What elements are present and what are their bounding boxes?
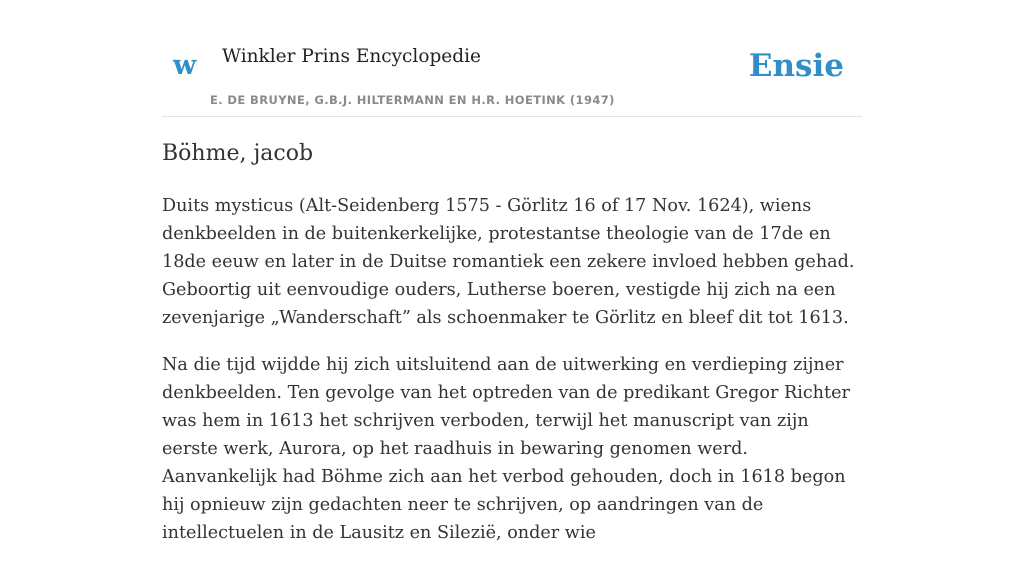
article-content bbox=[162, 138, 862, 566]
article-paragraph: Duits mysticus (Alt-Seidenberg 1575 - Görlitz 16 of 17 Nov. 1624), wiens denkbeelden in de buitenkerkelijke, protestantse theologie van de 17de en 18de eeuw en later in de Duitse romantiek een zekere invloed hebben gehad. Geboortig uit eenvoudige ouders, Lutherse boeren, vestigde hij zich na een zevenjarige „Wanderschaft” als schoenmaker te Görlitz en bleef dit tot 1613. bbox=[162, 195, 855, 328]
publication-title[interactable]: Winkler Prins Encyclopedie bbox=[222, 46, 481, 67]
site-header bbox=[162, 0, 862, 117]
publication-logo[interactable]: w bbox=[173, 50, 197, 81]
ensie-logo-link[interactable]: Ensie bbox=[748, 48, 844, 84]
article-paragraph: Na die tijd wijdde hij zich uitsluitend aan de uitwerking en verdieping zijner denkbeelden. Ten gevolge van het optreden van de predikant Gregor Richter was hem in 1613 het schrijven verboden, terwijl het manuscript van zijn eerste werk, Aurora, op het raadhuis in bewaring genomen werd. Aanvankelijk had Böhme zich aan het verbod gehouden, doch in 1618 begon hij opnieuw zijn gedachten neer te schrijven, op aandringen van de intellectuelen in de Lausitz en Silezië, onder wie bbox=[162, 354, 850, 543]
publication-authors: E. DE BRUYNE, G.B.J. HILTERMANN EN H.R. HOETINK (1947) bbox=[210, 93, 615, 107]
article-title: Böhme, jacob bbox=[162, 141, 314, 166]
